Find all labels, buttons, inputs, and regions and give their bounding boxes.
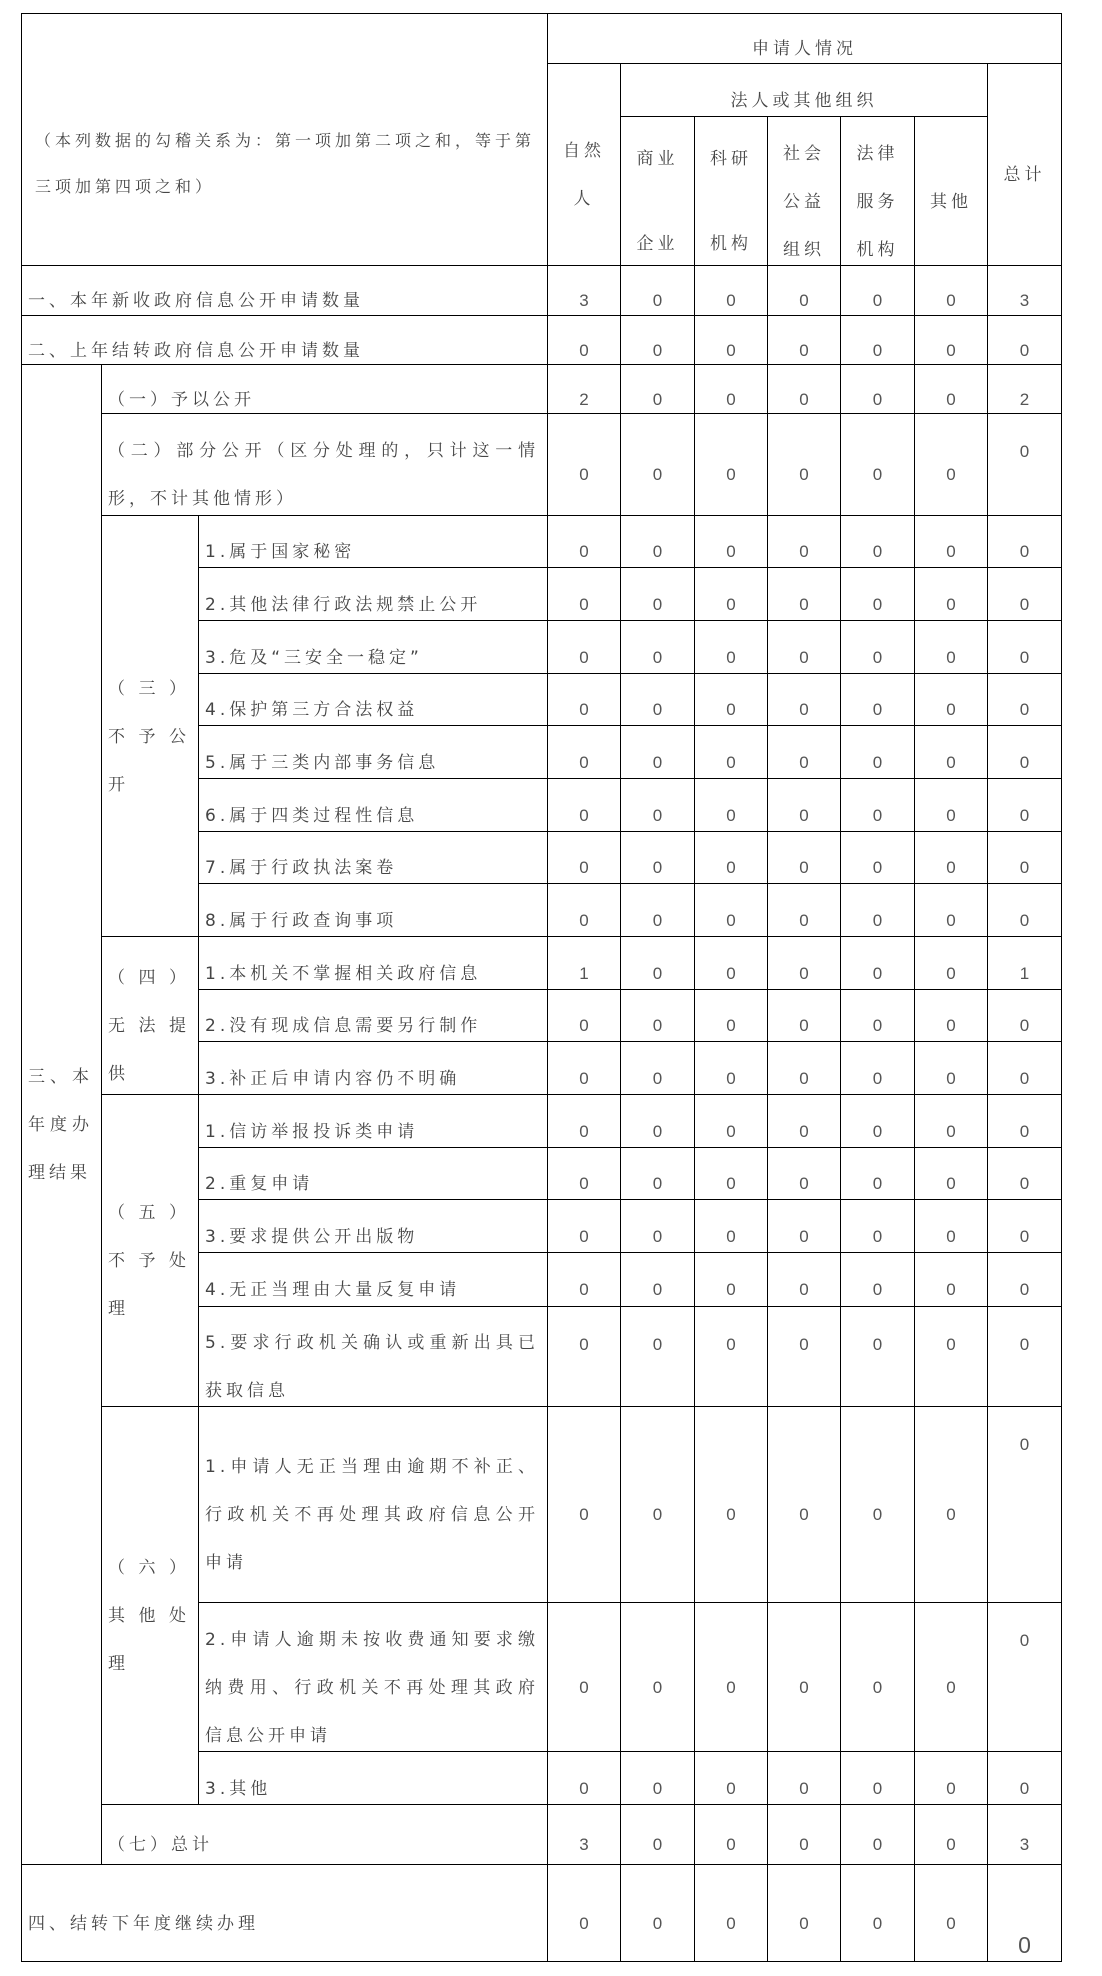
value-research-institution: 0 [695, 414, 768, 516]
item-label: 8.属于行政查询事项 [205, 910, 398, 931]
value-other-org: 0 [915, 1307, 988, 1407]
item-label-cell [199, 568, 548, 621]
value-legal-service-org: 0 [841, 316, 915, 365]
value-total: 0 [988, 621, 1062, 674]
value-other-org: 0 [915, 884, 988, 937]
value-research-institution: 0 [695, 1752, 768, 1805]
group-label-not-disclosed [102, 516, 199, 937]
value-research-institution: 0 [695, 832, 768, 884]
item-label-cell [199, 937, 548, 990]
value-total: 1 [988, 937, 1062, 990]
value-natural-person: 0 [548, 1752, 621, 1805]
value-legal-service-org: 0 [841, 1148, 915, 1200]
item-label-cell [199, 621, 548, 674]
value-research-institution: 0 [695, 884, 768, 937]
value-research-institution: 0 [695, 266, 768, 316]
value-other-org: 0 [915, 937, 988, 990]
value-natural-person: 0 [548, 1603, 621, 1752]
item-label-cell [199, 832, 548, 884]
value-commercial-enterprise: 0 [621, 365, 695, 414]
value-research-institution: 0 [695, 674, 768, 726]
value-other-org: 0 [915, 1200, 988, 1253]
group-label: （五）不予处理 [108, 1203, 190, 1319]
value-natural-person: 0 [548, 1865, 621, 1962]
header-other-org [915, 117, 988, 266]
value-public-welfare-org: 0 [768, 516, 841, 568]
row-label: （二）部分公开（区分处理的，只计这一情形，不计其他情形） [108, 441, 539, 509]
value-commercial-enterprise: 0 [621, 621, 695, 674]
value-legal-service-org: 0 [841, 1865, 915, 1962]
value-natural-person: 0 [548, 779, 621, 832]
value-other-org: 0 [915, 516, 988, 568]
value-total: 2 [988, 365, 1062, 414]
value-commercial-enterprise: 0 [621, 1307, 695, 1407]
item-label: 2.其他法律行政法规禁止公开 [205, 594, 482, 615]
value-research-institution: 0 [695, 568, 768, 621]
value-public-welfare-org: 0 [768, 1200, 841, 1253]
value-other-org: 0 [915, 726, 988, 779]
value-legal-service-org: 0 [841, 779, 915, 832]
value-legal-service-org: 0 [841, 990, 915, 1042]
value-natural-person: 0 [548, 990, 621, 1042]
value-other-org: 0 [915, 266, 988, 316]
value-total: 0 [988, 1253, 1062, 1307]
value-research-institution: 0 [695, 1407, 768, 1603]
value-natural-person: 0 [548, 1253, 621, 1307]
header-legal-or-other-org-label: 法人或其他组织 [730, 90, 878, 111]
value-public-welfare-org: 0 [768, 1407, 841, 1603]
value-commercial-enterprise: 0 [621, 266, 695, 316]
item-label: 6.属于四类过程性信息 [205, 805, 419, 826]
value-research-institution: 0 [695, 1042, 768, 1095]
value-natural-person: 0 [548, 516, 621, 568]
value-total: 3 [988, 266, 1062, 316]
value-legal-service-org: 0 [841, 1752, 915, 1805]
value-natural-person: 0 [548, 414, 621, 516]
group-label-not-processed [102, 1095, 199, 1407]
value-legal-service-org: 0 [841, 1042, 915, 1095]
header-research-institution [695, 117, 768, 266]
value-natural-person: 0 [548, 568, 621, 621]
item-label-cell [199, 1407, 548, 1603]
value-legal-service-org: 0 [841, 674, 915, 726]
value-legal-service-org: 0 [841, 266, 915, 316]
value-other-org: 0 [915, 1805, 988, 1865]
value-commercial-enterprise: 0 [621, 937, 695, 990]
item-label: 5.要求行政机关确认或重新出具已获取信息 [205, 1333, 539, 1401]
value-public-welfare-org: 0 [768, 937, 841, 990]
value-public-welfare-org: 0 [768, 414, 841, 516]
item-label-cell [199, 779, 548, 832]
value-natural-person: 3 [548, 1805, 621, 1865]
value-commercial-enterprise: 0 [621, 1095, 695, 1148]
header-legal-or-other-org [621, 64, 988, 117]
item-label-cell [199, 674, 548, 726]
value-natural-person: 2 [548, 365, 621, 414]
header-total [988, 64, 1062, 266]
item-label: 1.申请人无正当理由逾期不补正、行政机关不再处理其政府信息公开申请 [205, 1457, 539, 1573]
value-commercial-enterprise: 0 [621, 674, 695, 726]
header-note-cell [22, 14, 548, 266]
value-natural-person: 0 [548, 832, 621, 884]
value-legal-service-org: 0 [841, 516, 915, 568]
value-total: 0 [988, 316, 1062, 365]
item-label: 3.补正后申请内容仍不明确 [205, 1068, 461, 1089]
value-public-welfare-org: 0 [768, 266, 841, 316]
value-research-institution: 0 [695, 1253, 768, 1307]
item-label-cell [199, 884, 548, 937]
row-label: （七）总计 [108, 1835, 213, 1855]
value-total: 0 [988, 990, 1062, 1042]
group-label-other-processing [102, 1407, 199, 1805]
value-other-org: 0 [915, 1148, 988, 1200]
item-label: 1.属于国家秘密 [205, 542, 356, 562]
value-public-welfare-org: 0 [768, 1253, 841, 1307]
value-total: 0 [988, 884, 1062, 937]
item-label: 4.无正当理由大量反复申请 [205, 1280, 461, 1300]
value-research-institution: 0 [695, 1095, 768, 1148]
row-label: （一）予以公开 [108, 389, 255, 410]
value-research-institution: 0 [695, 990, 768, 1042]
value-legal-service-org: 0 [841, 568, 915, 621]
value-research-institution: 0 [695, 1805, 768, 1865]
value-commercial-enterprise: 0 [621, 1148, 695, 1200]
value-total: 0 [988, 414, 1062, 516]
value-other-org: 0 [915, 1603, 988, 1752]
value-natural-person: 0 [548, 674, 621, 726]
value-other-org: 0 [915, 779, 988, 832]
header-applicant-situation [548, 14, 1062, 64]
value-total: 0 [988, 779, 1062, 832]
value-commercial-enterprise: 0 [621, 884, 695, 937]
value-public-welfare-org: 0 [768, 316, 841, 365]
value-commercial-enterprise: 0 [621, 414, 695, 516]
value-total: 0 [988, 516, 1062, 568]
value-total: 0 [988, 1407, 1062, 1603]
header-note: （本列数据的勾稽关系为：第一项加第二项之和，等于第三项加第四项之和） [35, 130, 536, 196]
item-label: 2.重复申请 [205, 1174, 314, 1194]
value-research-institution: 0 [695, 516, 768, 568]
header-total-label: 总计 [1003, 165, 1046, 185]
value-commercial-enterprise: 0 [621, 1865, 695, 1962]
value-public-welfare-org: 0 [768, 990, 841, 1042]
value-legal-service-org: 0 [841, 884, 915, 937]
item-label: 3.危及“三安全一稳定” [205, 647, 423, 668]
value-public-welfare-org: 0 [768, 1042, 841, 1095]
value-other-org: 0 [915, 621, 988, 674]
value-commercial-enterprise: 0 [621, 568, 695, 621]
section-label-results [22, 365, 102, 1865]
header-legal-service-org [841, 117, 915, 266]
row-label-cell [22, 316, 548, 365]
value-commercial-enterprise: 0 [621, 1042, 695, 1095]
group-label: （四）无法提供 [108, 968, 190, 1084]
header-commercial-enterprise [621, 117, 695, 266]
item-label-cell [199, 990, 548, 1042]
item-label-cell [199, 1603, 548, 1752]
value-total: 0 [988, 1603, 1062, 1752]
row-label-cell [102, 414, 548, 516]
value-total: 0 [988, 1752, 1062, 1805]
value-research-institution: 0 [695, 621, 768, 674]
item-label: 7.属于行政执法案卷 [205, 858, 398, 878]
value-legal-service-org: 0 [841, 832, 915, 884]
row-label: 四、结转下年度继续办理 [28, 1913, 259, 1934]
header-public-welfare-org-label: 社会公益组织 [783, 143, 825, 260]
value-natural-person: 0 [548, 1042, 621, 1095]
value-other-org: 0 [915, 1253, 988, 1307]
value-total: 0 [988, 1095, 1062, 1148]
value-public-welfare-org: 0 [768, 832, 841, 884]
row-label: 一、本年新收政府信息公开申请数量 [28, 291, 364, 311]
value-public-welfare-org: 0 [768, 779, 841, 832]
value-research-institution: 0 [695, 937, 768, 990]
value-natural-person: 0 [548, 1095, 621, 1148]
value-natural-person: 0 [548, 884, 621, 937]
header-natural-person [548, 64, 621, 266]
item-label: 2.没有现成信息需要另行制作 [205, 1016, 482, 1036]
value-commercial-enterprise: 0 [621, 1752, 695, 1805]
value-commercial-enterprise: 0 [621, 1805, 695, 1865]
item-label-cell [199, 1095, 548, 1148]
value-commercial-enterprise: 0 [621, 1253, 695, 1307]
value-total: 0 [988, 1865, 1062, 1962]
value-public-welfare-org: 0 [768, 1095, 841, 1148]
header-applicant-situation-label: 申请人情况 [752, 39, 857, 59]
value-public-welfare-org: 0 [768, 1752, 841, 1805]
value-other-org: 0 [915, 1407, 988, 1603]
group-label: （六）其他处理 [108, 1558, 190, 1674]
header-public-welfare-org [768, 117, 841, 266]
value-legal-service-org: 0 [841, 1253, 915, 1307]
value-commercial-enterprise: 0 [621, 1407, 695, 1603]
section-label: 三、本年度办理结果 [28, 1067, 93, 1183]
item-label: 3.要求提供公开出版物 [205, 1226, 419, 1247]
value-commercial-enterprise: 0 [621, 726, 695, 779]
value-natural-person: 0 [548, 1148, 621, 1200]
item-label-cell [199, 1200, 548, 1253]
value-legal-service-org: 0 [841, 1200, 915, 1253]
value-natural-person: 0 [548, 1307, 621, 1407]
value-research-institution: 0 [695, 1603, 768, 1752]
value-total: 0 [988, 1148, 1062, 1200]
value-legal-service-org: 0 [841, 1095, 915, 1148]
row-label-cell [102, 1805, 548, 1865]
item-label-cell [199, 1042, 548, 1095]
value-public-welfare-org: 0 [768, 1865, 841, 1962]
value-other-org: 0 [915, 1865, 988, 1962]
value-public-welfare-org: 0 [768, 1805, 841, 1865]
value-commercial-enterprise: 0 [621, 832, 695, 884]
item-label-cell [199, 726, 548, 779]
value-legal-service-org: 0 [841, 1307, 915, 1407]
value-legal-service-org: 0 [841, 1603, 915, 1752]
value-research-institution: 0 [695, 365, 768, 414]
value-natural-person: 0 [548, 1407, 621, 1603]
value-commercial-enterprise: 0 [621, 779, 695, 832]
item-label-cell [199, 1307, 548, 1407]
value-total: 3 [988, 1805, 1062, 1865]
value-total: 0 [988, 568, 1062, 621]
item-label-cell [199, 516, 548, 568]
value-legal-service-org: 0 [841, 414, 915, 516]
value-other-org: 0 [915, 674, 988, 726]
value-research-institution: 0 [695, 779, 768, 832]
item-label: 3.其他 [205, 1778, 272, 1799]
row-label-cell [22, 266, 548, 316]
row-label-cell [22, 1865, 548, 1962]
value-public-welfare-org: 0 [768, 884, 841, 937]
value-legal-service-org: 0 [841, 621, 915, 674]
value-total: 0 [988, 1042, 1062, 1095]
item-label: 4.保护第三方合法权益 [205, 700, 419, 720]
item-label: 1.信访举报投诉类申请 [205, 1121, 419, 1142]
value-commercial-enterprise: 0 [621, 990, 695, 1042]
value-other-org: 0 [915, 316, 988, 365]
group-label-unable-to-provide [102, 937, 199, 1095]
row-label: 二、上年结转政府信息公开申请数量 [28, 340, 364, 361]
value-public-welfare-org: 0 [768, 621, 841, 674]
value-legal-service-org: 0 [841, 365, 915, 414]
value-natural-person: 0 [548, 316, 621, 365]
value-total: 0 [988, 832, 1062, 884]
value-other-org: 0 [915, 1095, 988, 1148]
item-label-cell [199, 1253, 548, 1307]
value-public-welfare-org: 0 [768, 726, 841, 779]
value-public-welfare-org: 0 [768, 1148, 841, 1200]
value-commercial-enterprise: 0 [621, 316, 695, 365]
value-total: 0 [988, 726, 1062, 779]
value-commercial-enterprise: 0 [621, 516, 695, 568]
value-natural-person: 3 [548, 266, 621, 316]
item-label: 2.申请人逾期未按收费通知要求缴纳费用、行政机关不再处理其政府信息公开申请 [205, 1629, 539, 1746]
item-label: 1.本机关不掌握相关政府信息 [205, 963, 482, 984]
value-research-institution: 0 [695, 1148, 768, 1200]
header-commercial-enterprise-label: 商业企业 [636, 148, 679, 254]
value-research-institution: 0 [695, 1307, 768, 1407]
header-natural-person-label: 自然人 [563, 141, 605, 209]
item-label-cell [199, 1148, 548, 1200]
value-research-institution: 0 [695, 316, 768, 365]
value-legal-service-org: 0 [841, 1805, 915, 1865]
value-public-welfare-org: 0 [768, 568, 841, 621]
disclosure-statistics-table [21, 13, 1062, 1962]
value-other-org: 0 [915, 414, 988, 516]
value-other-org: 0 [915, 832, 988, 884]
value-public-welfare-org: 0 [768, 674, 841, 726]
value-other-org: 0 [915, 1752, 988, 1805]
value-other-org: 0 [915, 365, 988, 414]
value-other-org: 0 [915, 1042, 988, 1095]
value-other-org: 0 [915, 568, 988, 621]
header-research-institution-label: 科研机构 [710, 148, 752, 254]
value-total: 0 [988, 1307, 1062, 1407]
row-label-cell [102, 365, 548, 414]
value-total: 0 [988, 1200, 1062, 1253]
value-natural-person: 0 [548, 621, 621, 674]
value-legal-service-org: 0 [841, 1407, 915, 1603]
value-legal-service-org: 0 [841, 937, 915, 990]
value-other-org: 0 [915, 990, 988, 1042]
value-natural-person: 1 [548, 937, 621, 990]
value-total: 0 [988, 674, 1062, 726]
group-label: （三）不予公开 [108, 678, 190, 795]
item-label-cell [199, 1752, 548, 1805]
value-commercial-enterprise: 0 [621, 1200, 695, 1253]
header-legal-service-org-label: 法律服务机构 [856, 143, 899, 260]
header-other-org-label: 其他 [930, 191, 972, 212]
value-natural-person: 0 [548, 726, 621, 779]
value-natural-person: 0 [548, 1200, 621, 1253]
value-research-institution: 0 [695, 726, 768, 779]
value-commercial-enterprise: 0 [621, 1603, 695, 1752]
value-research-institution: 0 [695, 1200, 768, 1253]
value-public-welfare-org: 0 [768, 1603, 841, 1752]
value-legal-service-org: 0 [841, 726, 915, 779]
value-public-welfare-org: 0 [768, 365, 841, 414]
item-label: 5.属于三类内部事务信息 [205, 752, 440, 773]
value-public-welfare-org: 0 [768, 1307, 841, 1407]
value-research-institution: 0 [695, 1865, 768, 1962]
